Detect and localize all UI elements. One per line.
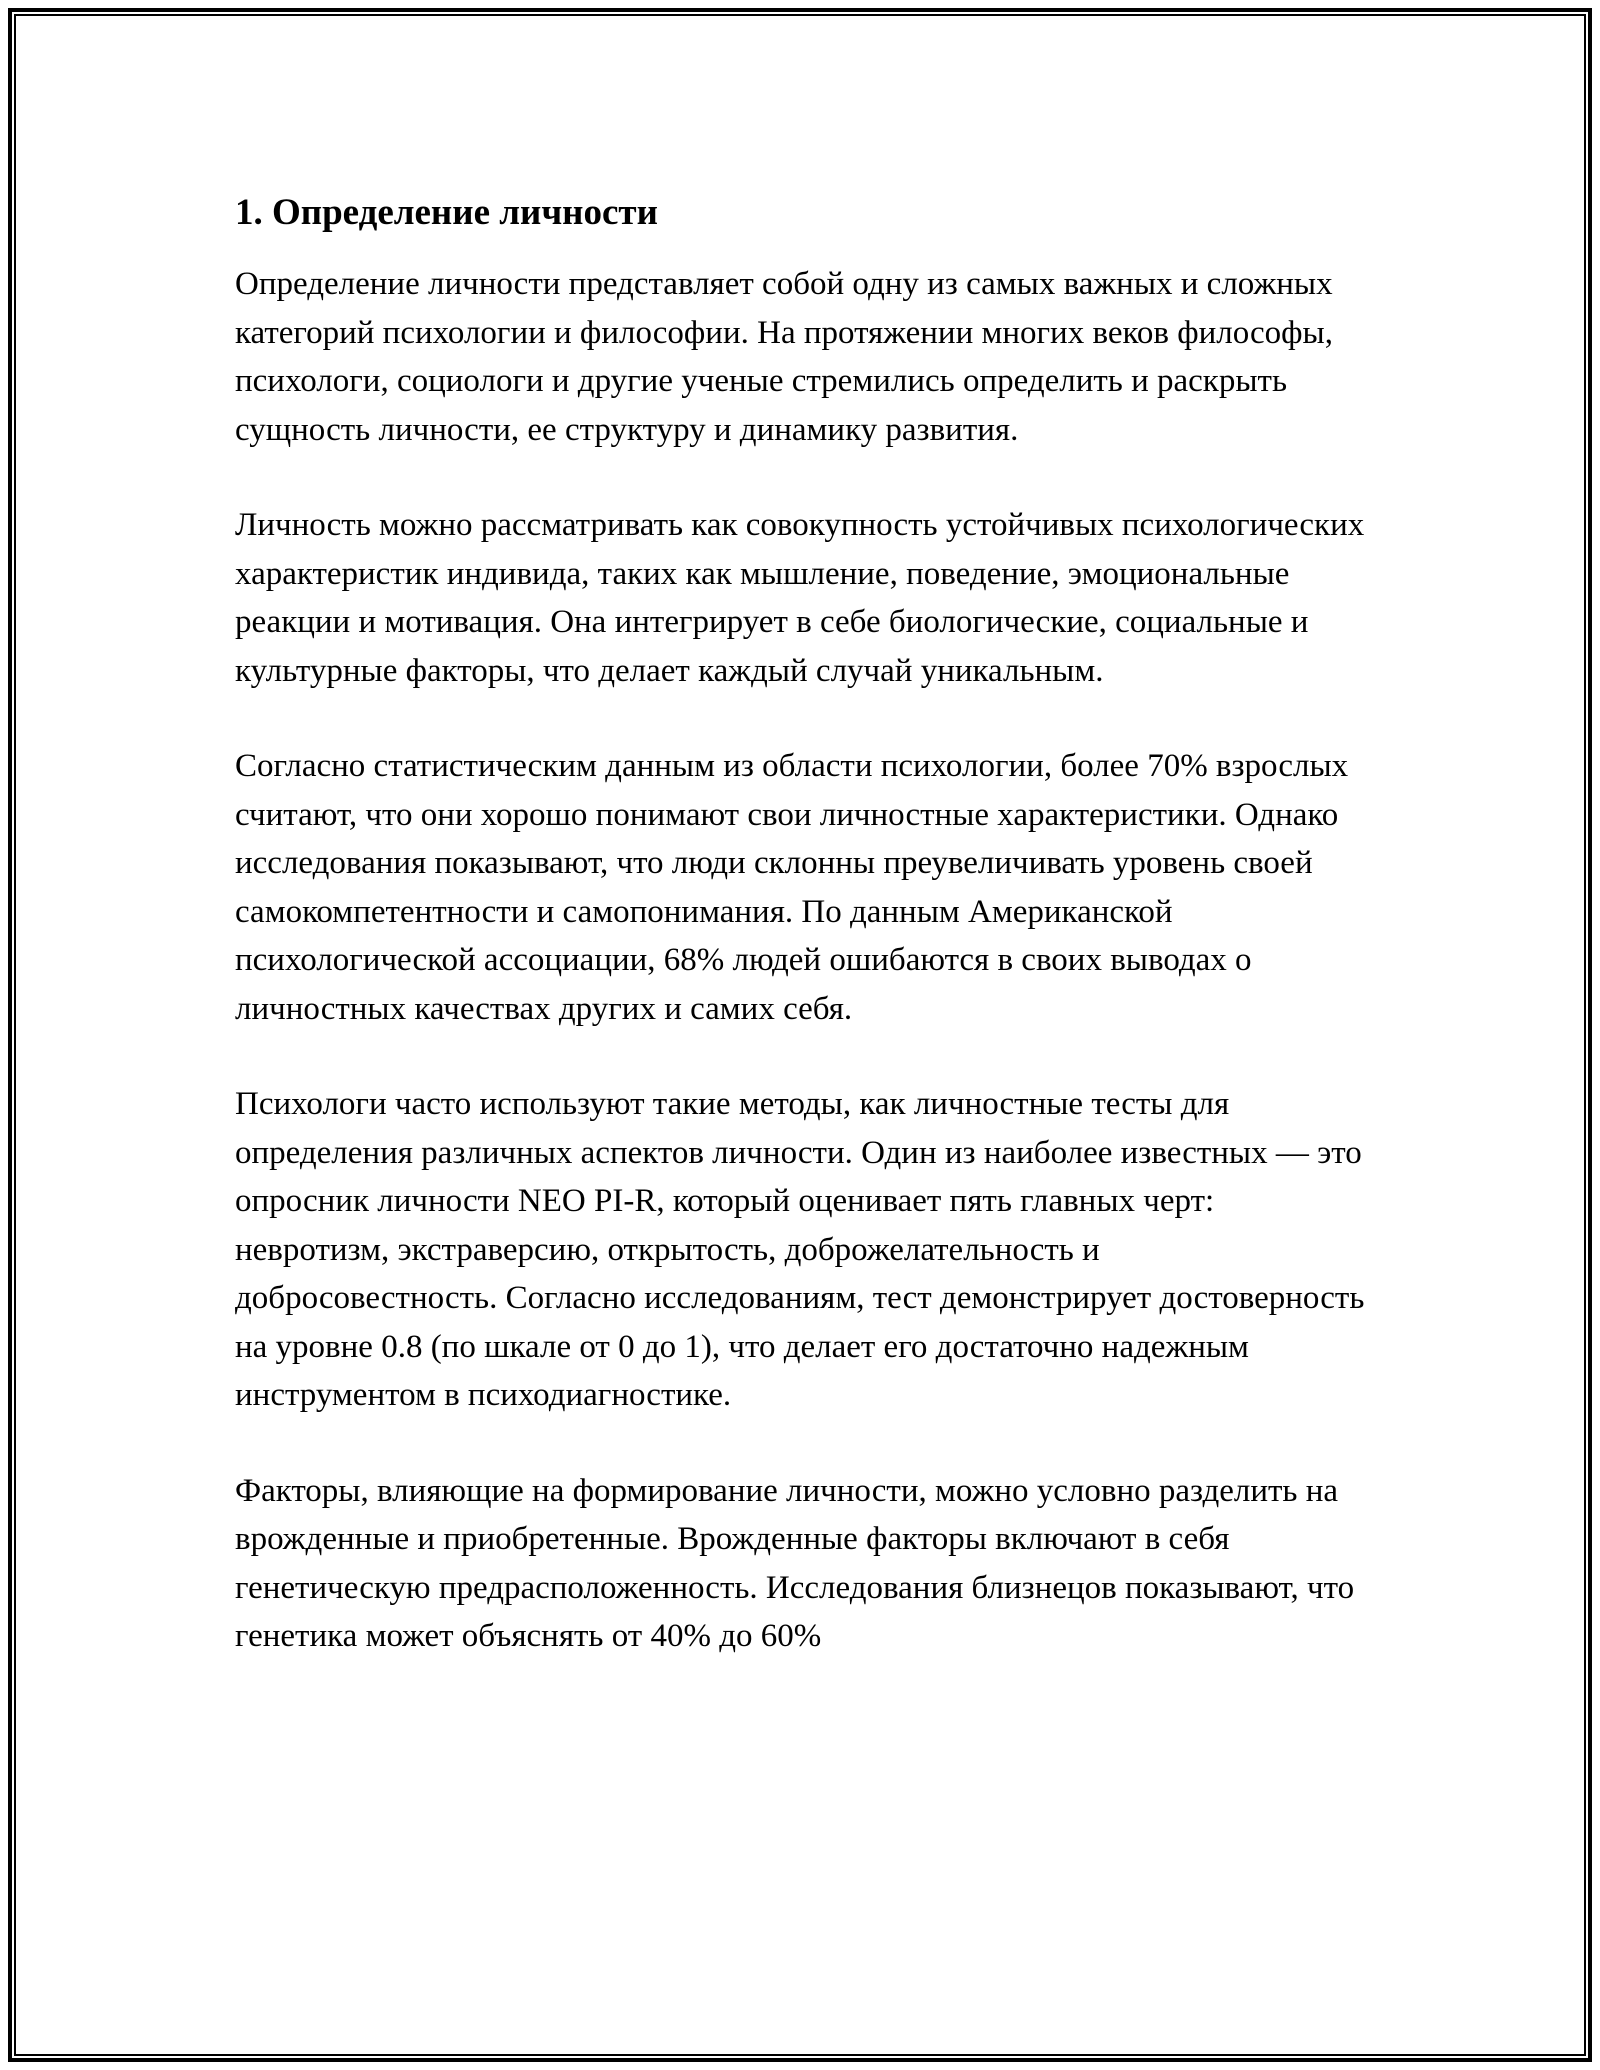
paragraph-definition: Определение личности представляет собой одну из самых важных и сложных категорий психологии и философии. На протяжении многих веков философы, психологи, социологи и другие ученые стремились определить и раскрыть сущность личности, ее структуру и динамику развития. [235, 266, 1333, 448]
paragraph-characteristics: Личность можно рассматривать как совокупность устойчивых психологических характеристик индивида, таких как мышление, поведение, эмоциональные реакции и мотивация. Она интегрирует в себе биологические, социальные и культурные факторы, что делает каждый случай уникальным. [235, 507, 1365, 689]
paragraph-factors: Факторы, влияющие на формирование личности, можно условно разделить на врожденные и приобретенные. Врожденные факторы включают в себя генетическую предрасположенность. Исследования близнецов показывают, что генетика может объяснять от 40% до 60% [235, 1472, 1355, 1654]
paragraph-statistics: Согласно статистическим данным из области психологии, более 70% взрослых считают, что они хорошо понимают свои личностные характеристики. Однако исследования показывают, что люди склонны преувеличивать уровень своей самокомпетентности и самопонимания. По данным Американской психологической ассоциации, 68% людей ошибаются в своих выводах о личностных качествах других и самих себя. [235, 748, 1349, 1027]
document-page [235, 188, 1365, 1708]
paragraph-methods: Психологи часто используют такие методы, как личностные тесты для определения различных аспектов личности. Один из наиболее известных — это опросник личности NEO PI-R, который оценивает пять главных черт: невротизм, экстраверсию, открытость, доброжелательность и добросовестность. Согласно исследованиям, тест демонстрирует достоверность на уровне 0.8 (по шкале от 0 до 1), что делает его достаточно надежным инструментом в психодиагностике. [235, 1086, 1365, 1413]
section-heading: 1. Определение личности [235, 192, 658, 233]
